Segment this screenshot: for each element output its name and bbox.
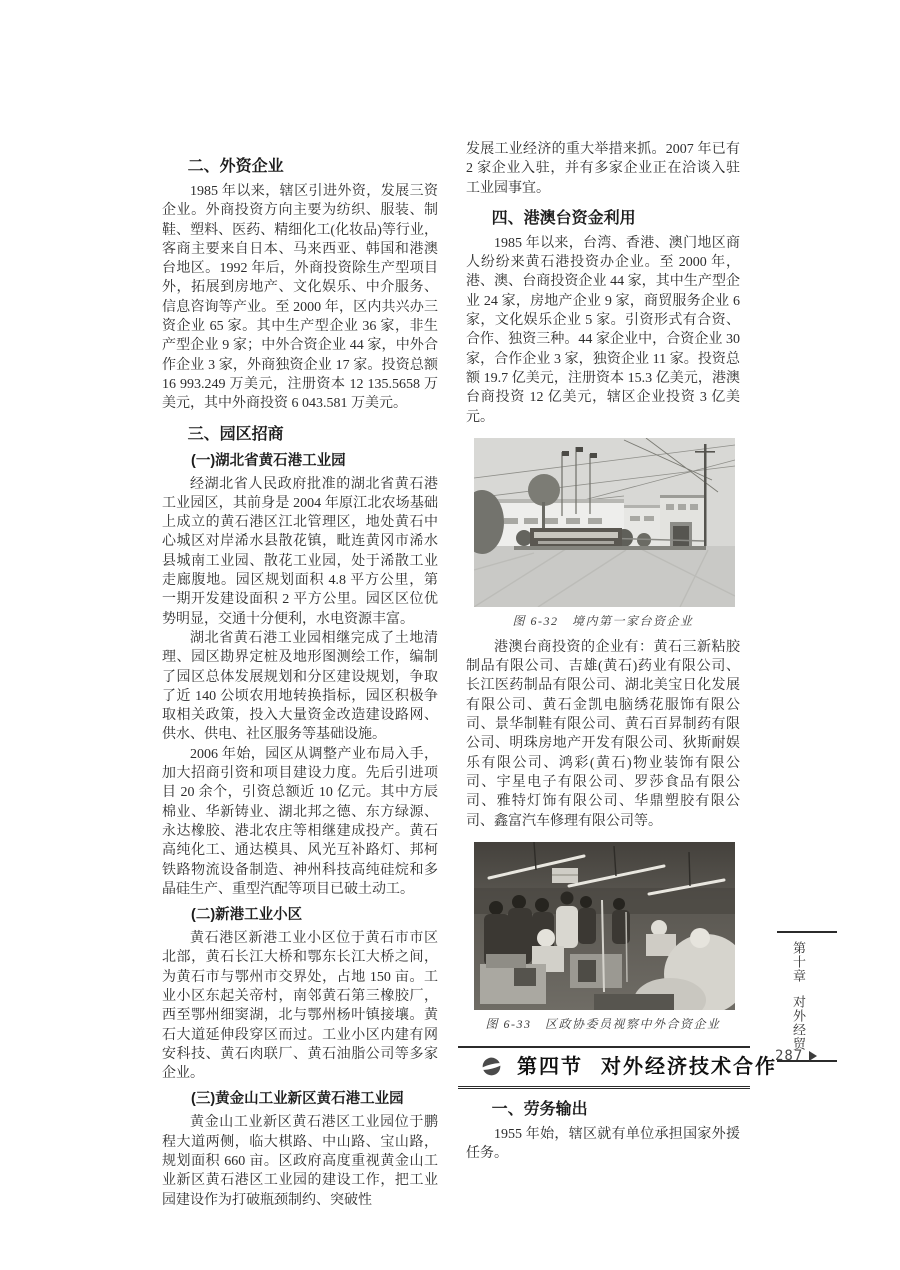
paragraph-invested-companies: 港澳台商投资的企业有：黄石三新粘胶制品有限公司、吉雄(黄石)药业有限公司、长江医药制品有限公司、湖北美宝日化发展有限公司、黄石金凯电脑绣花服饰有限公司、景华制鞋有限公司、黄石百昇制药有限公司、明珠房地产开发有限公司、狄斯耐娱乐有限公司、鸿彩(黄石)物业装饰有限公司、宇星电子有限公司、罗莎食品有限公司、雅特灯饰有限公司、华鼎塑胶有限公司、鑫富汽车修理有限公司等。 [466, 639, 740, 829]
paragraph-park1-b: 湖北省黄石港工业园相继完成了土地清理、园区勘界定桩及地形图测绘工作，编制了园区总体发展规划和分区建设规划，争取了近 140 公顷农用地转换指标，园区积极争取相关政策，投入大量资金改造建设路网、供水、供电、社区服务等基础设施。 [162, 630, 438, 743]
chapter-section-label: 对外经贸 [791, 995, 806, 1051]
section4-label: 第四节 [517, 1055, 583, 1078]
factory-exterior-photo-graphic [474, 438, 735, 607]
page-number-value: 287 [775, 1048, 804, 1064]
paragraph-park1-c: 2006 年始，园区从调整产业布局入手，加大招商引资和项目建设力度。先后引进项目 20 余个，引资总额近 10 亿元。其中方辰棉业、华新铸业、湖北邦之德、东方绿源、永达橡胶、港北农庄等相继建成投产。黄石高纯化工、通达模具、风光互补路灯、邦柯铁路物流设备制造、神州科技高纯硅烷和多晶硅生产、重型汽配等项目已破土动工。 [162, 746, 438, 897]
figure-photo-joint-venture-inspection [474, 842, 735, 1010]
page-number [775, 1048, 817, 1064]
heading-foreign-enterprises: 二、外资企业 [187, 158, 284, 175]
page-number-arrow-icon [809, 1051, 817, 1061]
paragraph-hmt-capital: 1985 年以来，台湾、香港、澳门地区商人纷纷来黄石港投资办企业。至 2000 年，港、澳、台商投资企业 44 家，其中生产型企业 24 家，房地产企业 9 家，商贸服务企业 6 家，文化娱乐企业 5 家。引资形式有合资、合作、独资三种。44 家企业中，合资企业 30 家，合作企业 3 家，独资企业 11 家。投资总额 19.7 亿美元，注册资本 15.3 亿美元，港澳台商投资 12 亿美元，辖区企业投资 3 亿美元。 [466, 235, 740, 425]
chapter-side-tab [777, 931, 837, 1062]
heading-labor-export: 一、劳务输出 [491, 1100, 588, 1118]
paragraph-labor-export: 1955 年始，辖区就有单位承担国家外援任务。 [466, 1126, 740, 1162]
section4-title: 对外经济技术合作 [601, 1055, 777, 1078]
heading-park-investment: 三、园区招商 [187, 425, 284, 443]
subheading-park1: (一)湖北省黄石港工业园 [191, 452, 346, 469]
paragraph-foreign-enterprises: 1985 年以来，辖区引进外资，发展三资企业。外商投资方向主要为纺织、服装、制鞋、塑料、医药、精细化工(化妆品)等行业，客商主要来自日本、马来西亚、韩国和港澳台地区。1992 年后，外商投资除生产型项目外，拓展到房地产、文化娱乐、中介服务、信息咨询等产业。至 2000 年，区内共兴办三资企业 65 家。其中生产型企业 36 家，非生产型企业 9 家；中外合资企业 44 家，中外合作企业 3 家，外商独资企业 17 家。投资总额 16 993.249 万美元，注册资本 12 135.5658 万美元，其中外商投资 6 043.581 万美元。 [162, 184, 438, 412]
subheading-park3: (三)黄金山工业新区黄石港工业园 [191, 1091, 404, 1108]
paragraph-park1-a: 经湖北省人民政府批准的湖北省黄石港工业园区，其前身是 2004 年原江北农场基础上成立的黄石港区江北管理区，地处黄石中心城区对岸浠水县散花镇，毗连黄冈市浠水县城南工业园、散花工业园，处于浠散工业走廊腹地。园区规划面积 4.8 平方公里，第一期开发建设面积 2 平方公里。园区区位优势明显，交通十分便利，水电资源丰富。 [162, 476, 438, 627]
subheading-park2: (二)新港工业小区 [191, 907, 303, 924]
chapter-label: 第十章 [791, 941, 806, 983]
section-marker-icon [482, 1057, 501, 1076]
figure2-caption: 图 6-33 区政协委员视察中外合资企业 [485, 1016, 721, 1031]
factory-interior-photo-graphic [474, 842, 735, 1010]
paragraph-park2: 黄石港区新港工业小区位于黄石市市区北部，黄石长江大桥和鄂东长江大桥之间，为黄石市与鄂州市交界处，占地 150 亩。工业小区东起关帝村，南邻黄石第三橡胶厂，西至鄂州细窦湖，北与鄂州杨叶镇接壤。黄石大道延伸段穿区而过。工业小区内建有网安科技、黄石肉联厂、黄石油脂公司等多家企业。 [162, 931, 438, 1082]
section4-banner [458, 1046, 777, 1089]
figure1-caption: 图 6-32 境内第一家台资企业 [512, 613, 694, 628]
paragraph-park3: 黄金山工业新区黄石港区工业园位于鹏程大道两侧，临大棋路、中山路、宝山路，规划面积 660 亩。区政府高度重视黄金山工业新区黄石港区工业园的建设工作，把工业园建设作为打破瓶颈制约、突破性 [162, 1115, 438, 1208]
figure-photo-first-taiwan-enterprise [474, 438, 735, 607]
heading-hmt-capital: 四、港澳台资金利用 [491, 209, 636, 227]
right-column [466, 140, 777, 1163]
paragraph-park3-continued: 发展工业经济的重大举措来抓。2007 年已有 2 家企业入驻，并有多家企业正在洽谈入驻工业园事宜。 [466, 142, 740, 196]
left-column [162, 146, 438, 1210]
